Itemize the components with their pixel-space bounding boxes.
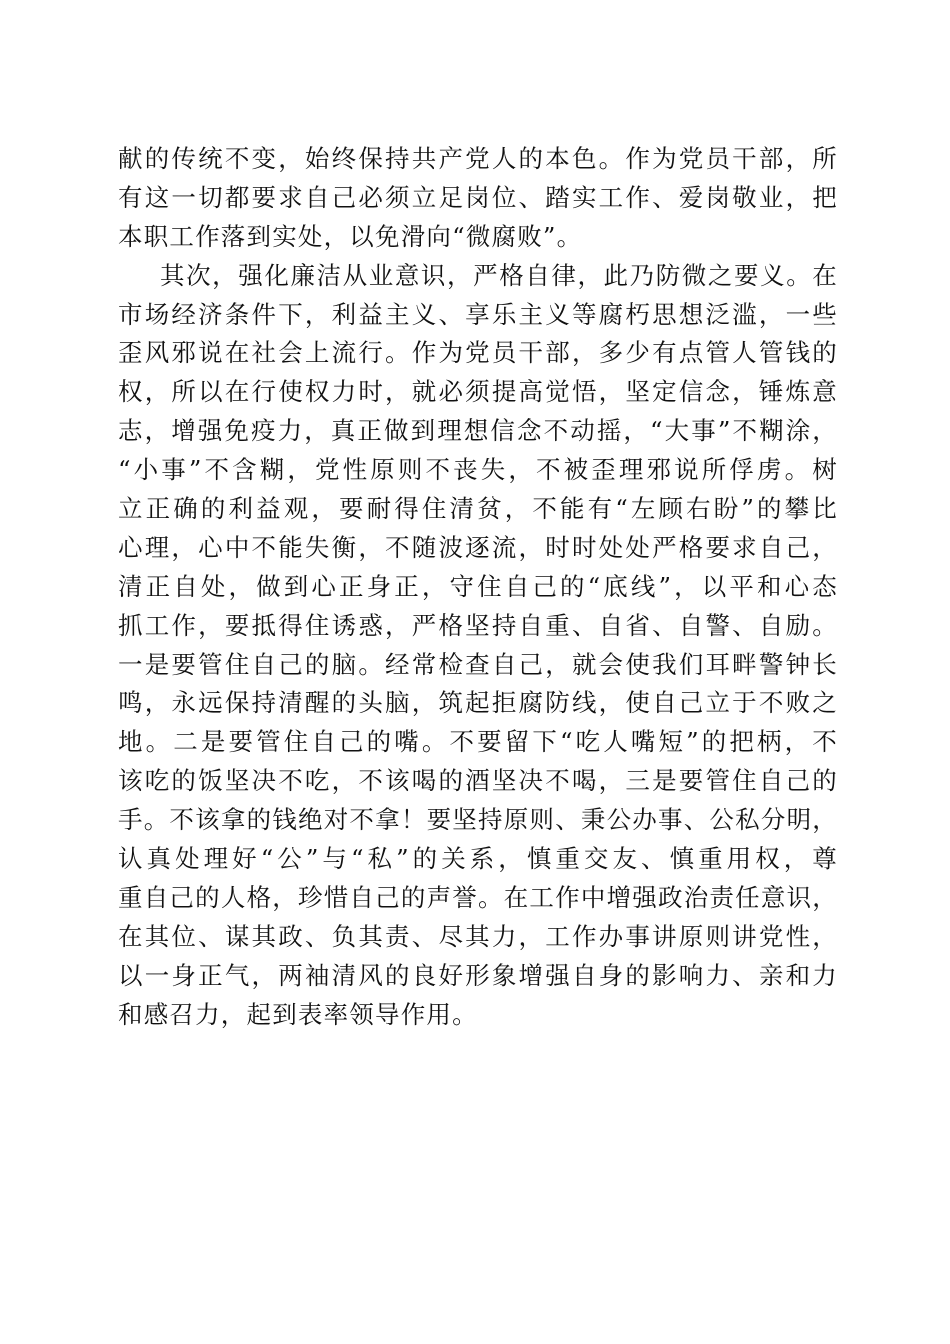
text-line: 一是要管住自己的脑。经常检查自己，就会使我们耳畔警钟长 (118, 649, 838, 679)
text-line: “小事”不含糊，党性原则不丧失，不被歪理邪说所俘虏。树 (118, 455, 838, 485)
text-line: 和感召力，起到表率领导作用。 (118, 999, 478, 1029)
text-line: 献的传统不变，始终保持共产党人的本色。作为党员干部，所 (118, 144, 838, 173)
document-body (118, 140, 838, 1034)
text-line: 该吃的饭坚决不吃，不该喝的酒坚决不喝，三是要管住自己的 (118, 766, 838, 796)
text-line: 心理，心中不能失衡，不随波逐流，时时处处严格要求自己， (118, 532, 838, 562)
paragraph-1 (118, 140, 838, 257)
text-line: 清正自处，做到心正身正，守住自己的“底线”，以平和心态 (118, 571, 838, 601)
text-line: 以一身正气，两袖清风的良好形象增强自身的影响力、亲和力 (118, 960, 838, 990)
text-line: 市场经济条件下，利益主义、享乐主义等腐朽思想泛滥，一些 (118, 299, 838, 329)
text-line: 本职工作落到实处，以免滑向“微腐败”。 (118, 221, 583, 251)
text-line: 立正确的利益观，要耐得住清贫，不能有“左顾右盼”的攀比 (118, 494, 838, 524)
paragraph-2 (118, 257, 838, 1035)
text-line: 其次，强化廉洁从业意识，严格自律，此乃防微之要义。在 (160, 260, 838, 290)
text-line: 在其位、谋其政、负其责、尽其力，工作办事讲原则讲党性， (118, 921, 838, 951)
text-line: 重自己的人格，珍惜自己的声誉。在工作中增强政治责任意识， (118, 882, 838, 912)
text-line: 地。二是要管住自己的嘴。不要留下“吃人嘴短”的把柄，不 (118, 727, 838, 757)
text-line: 手。不该拿的钱绝对不拿！要坚持原则、秉公办事、公私分明， (118, 805, 838, 835)
text-line: 鸣，永远保持清醒的头脑，筑起拒腐防线，使自己立于不败之 (118, 688, 838, 718)
text-line: 志，增强免疫力，真正做到理想信念不动摇，“大事”不糊涂， (118, 416, 838, 446)
text-line: 歪风邪说在社会上流行。作为党员干部，多少有点管人管钱的 (118, 338, 838, 368)
text-line: 权，所以在行使权力时，就必须提高觉悟，坚定信念，锤炼意 (118, 377, 838, 407)
text-line: 抓工作，要抵得住诱惑，严格坚持自重、自省、自警、自励。 (118, 610, 838, 640)
text-line: 有这一切都要求自己必须立足岗位、踏实工作、爱岗敬业，把 (118, 182, 838, 212)
text-line: 认真处理好“公”与“私”的关系，慎重交友、慎重用权，尊 (118, 844, 838, 874)
